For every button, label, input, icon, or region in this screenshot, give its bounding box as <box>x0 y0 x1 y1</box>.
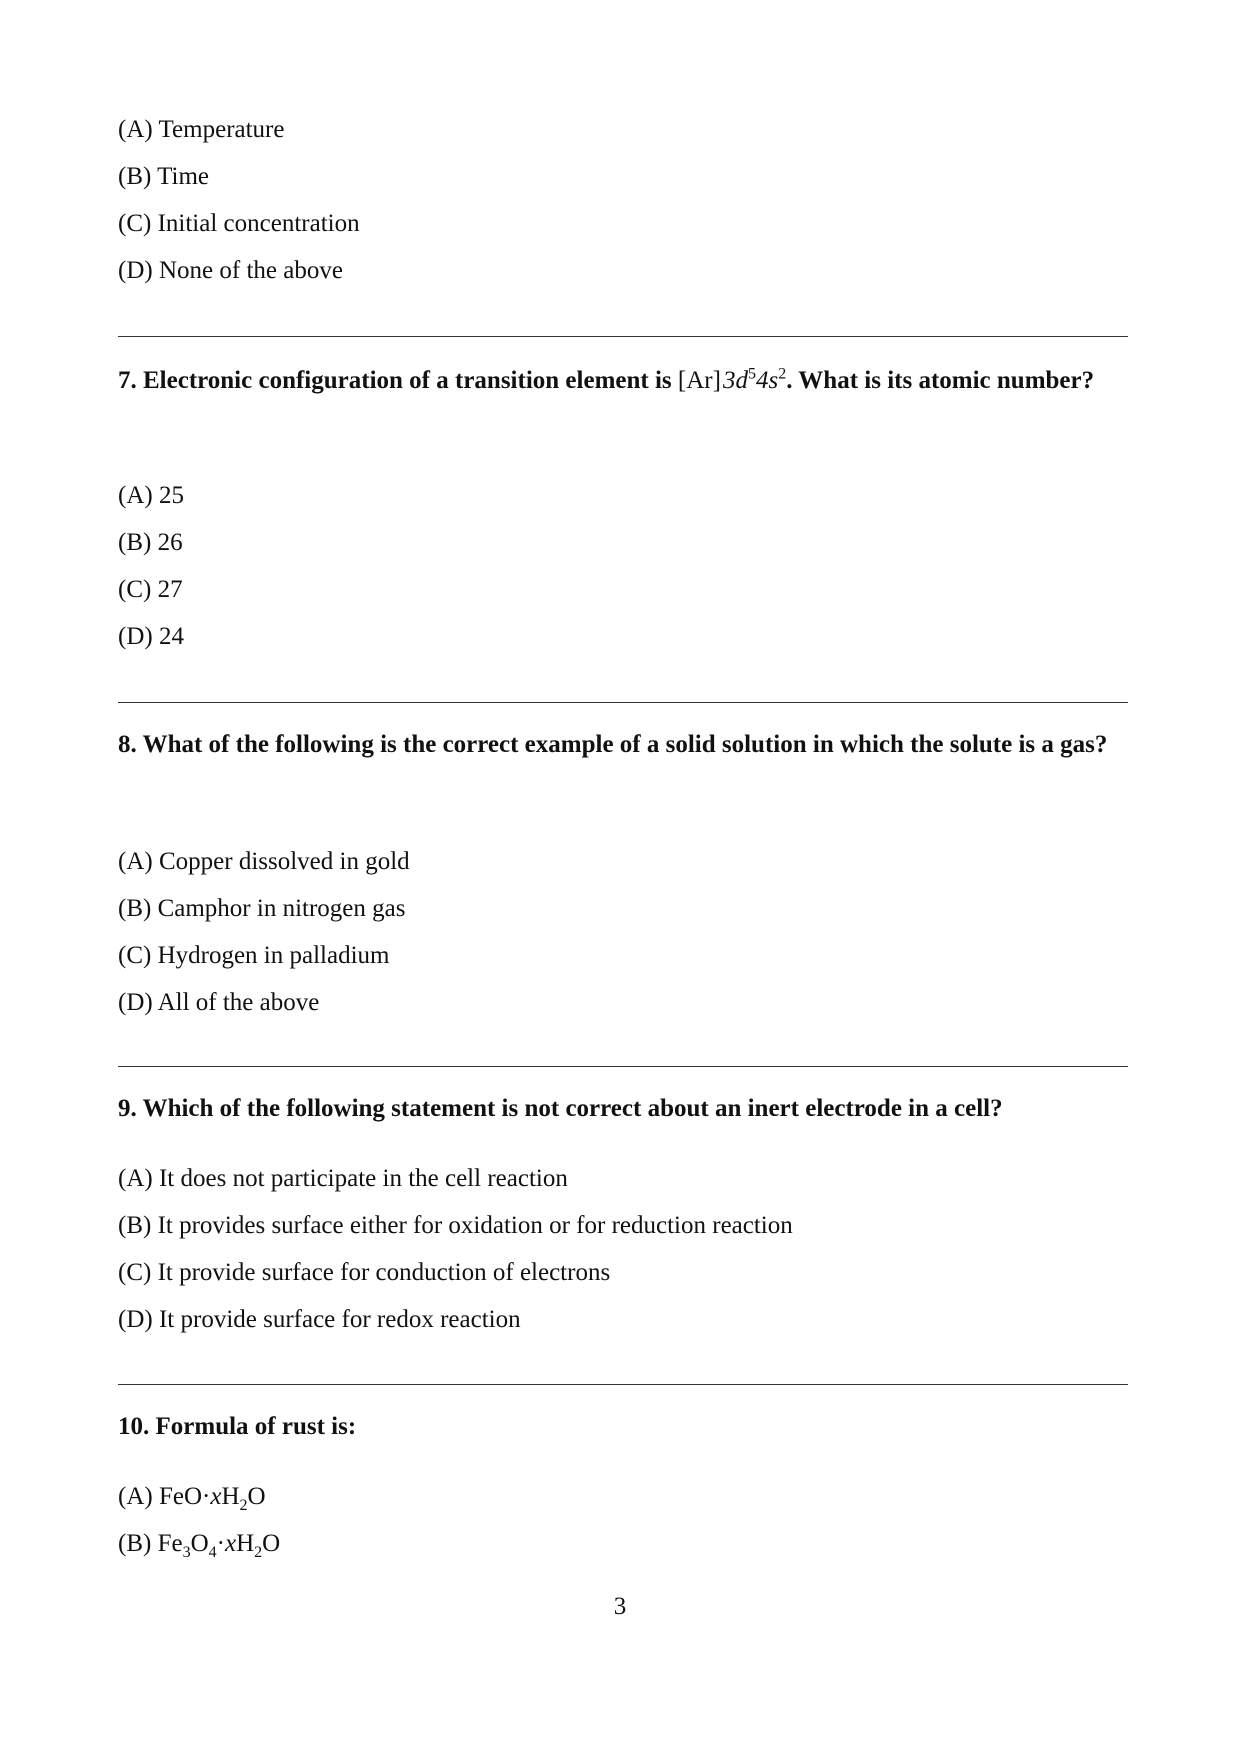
option-b: (B) 26 <box>118 529 183 556</box>
question-10 <box>118 1404 1128 1450</box>
option-b: (B) Time <box>118 163 210 190</box>
option-a: (A) Temperature <box>118 116 285 143</box>
option-c: (C) 27 <box>118 576 183 603</box>
question-10-text: 10. Formula of rust is: <box>118 1413 357 1440</box>
question-8 <box>118 722 1128 768</box>
option-c: (C) Initial concentration <box>118 210 360 237</box>
question-9-text: 9. Which of the following statement is not correct about an inert electrode in a cell? <box>118 1095 1003 1122</box>
formula-fe3o4-xh2o: $Fe_3O_4\cdot xH_2O$ <box>157 1530 281 1561</box>
prev-question-options <box>118 106 1128 294</box>
question-8-options <box>118 838 1128 1026</box>
question-9 <box>118 1086 1128 1132</box>
question-7 <box>118 358 1128 404</box>
option-c: (C) Hydrogen in palladium <box>118 942 390 969</box>
option-c: (C) It provide surface for conduction of electrons <box>118 1259 611 1286</box>
question-7-text: 7. Electronic configuration of a transition element is [Ar] $3d^54s^2$. What is its atomic number? <box>118 365 1095 394</box>
option-b: (B) Camphor in nitrogen gas <box>118 895 406 922</box>
option-b: (B) It provides surface either for oxidation or for reduction reaction <box>118 1212 793 1239</box>
option-d: (D) 24 <box>118 623 184 650</box>
option-d: (D) All of the above <box>118 989 320 1016</box>
option-d: (D) It provide surface for redox reaction <box>118 1306 521 1333</box>
divider <box>118 702 1128 703</box>
question-9-options <box>118 1155 1128 1343</box>
divider <box>118 1066 1128 1067</box>
divider <box>118 336 1128 337</box>
page-number: 3 <box>613 1593 627 1620</box>
question-7-options <box>118 472 1128 660</box>
electron-configuration: [Ar] $3d^54s^2$ <box>677 365 787 394</box>
formula-feo-xh2o: $FeO\cdot xH_2O$ <box>158 1483 266 1514</box>
option-b: (B) $Fe_3O_4\cdot xH_2O$ <box>118 1530 281 1561</box>
question-10-options <box>118 1473 1128 1567</box>
question-8-text: 8. What of the following is the correct example of a solid solution in which the solute is a gas? <box>118 731 1108 758</box>
option-d: (D) None of the above <box>118 257 343 284</box>
option-a: (A) Copper dissolved in gold <box>118 848 410 875</box>
option-a: (A) It does not participate in the cell reaction <box>118 1165 568 1192</box>
option-a: (A) 25 <box>118 482 184 509</box>
option-a: (A) $FeO\cdot xH_2O$ <box>118 1483 266 1514</box>
divider <box>118 1384 1128 1385</box>
